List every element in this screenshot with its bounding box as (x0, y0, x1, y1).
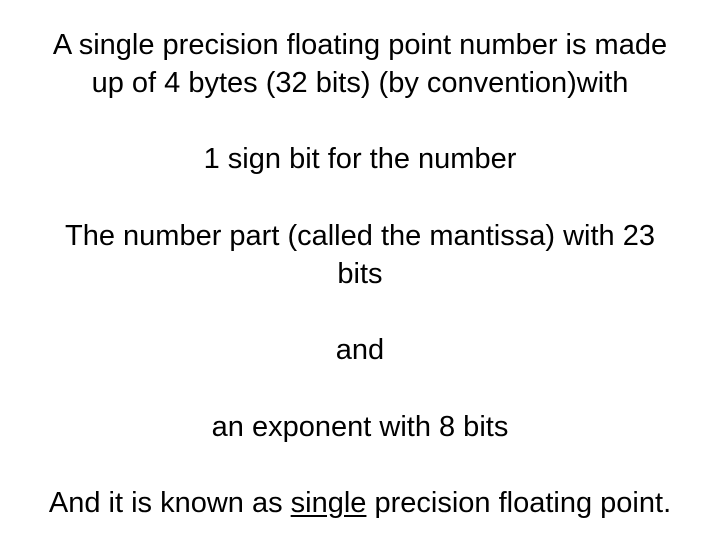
conjunction-text: and (335, 334, 385, 366)
sign-bit-text: 1 sign bit for the number (203, 143, 517, 175)
mantissa-line-2: bits (337, 258, 383, 290)
conclusion-text (0, 484, 720, 522)
conclusion-after: precision floating point. (366, 487, 672, 519)
intro-line-2: up of 4 bytes (32 bits) (by convention)with (91, 67, 629, 99)
mantissa-line-1: The number part (called the mantissa) with 23 (65, 220, 655, 252)
conclusion-emphasis: single (290, 487, 367, 519)
conclusion-before: And it is known as (48, 487, 291, 519)
intro-line-1: A single precision floating point number is made (52, 29, 668, 61)
exponent-text: an exponent with 8 bits (211, 411, 509, 443)
